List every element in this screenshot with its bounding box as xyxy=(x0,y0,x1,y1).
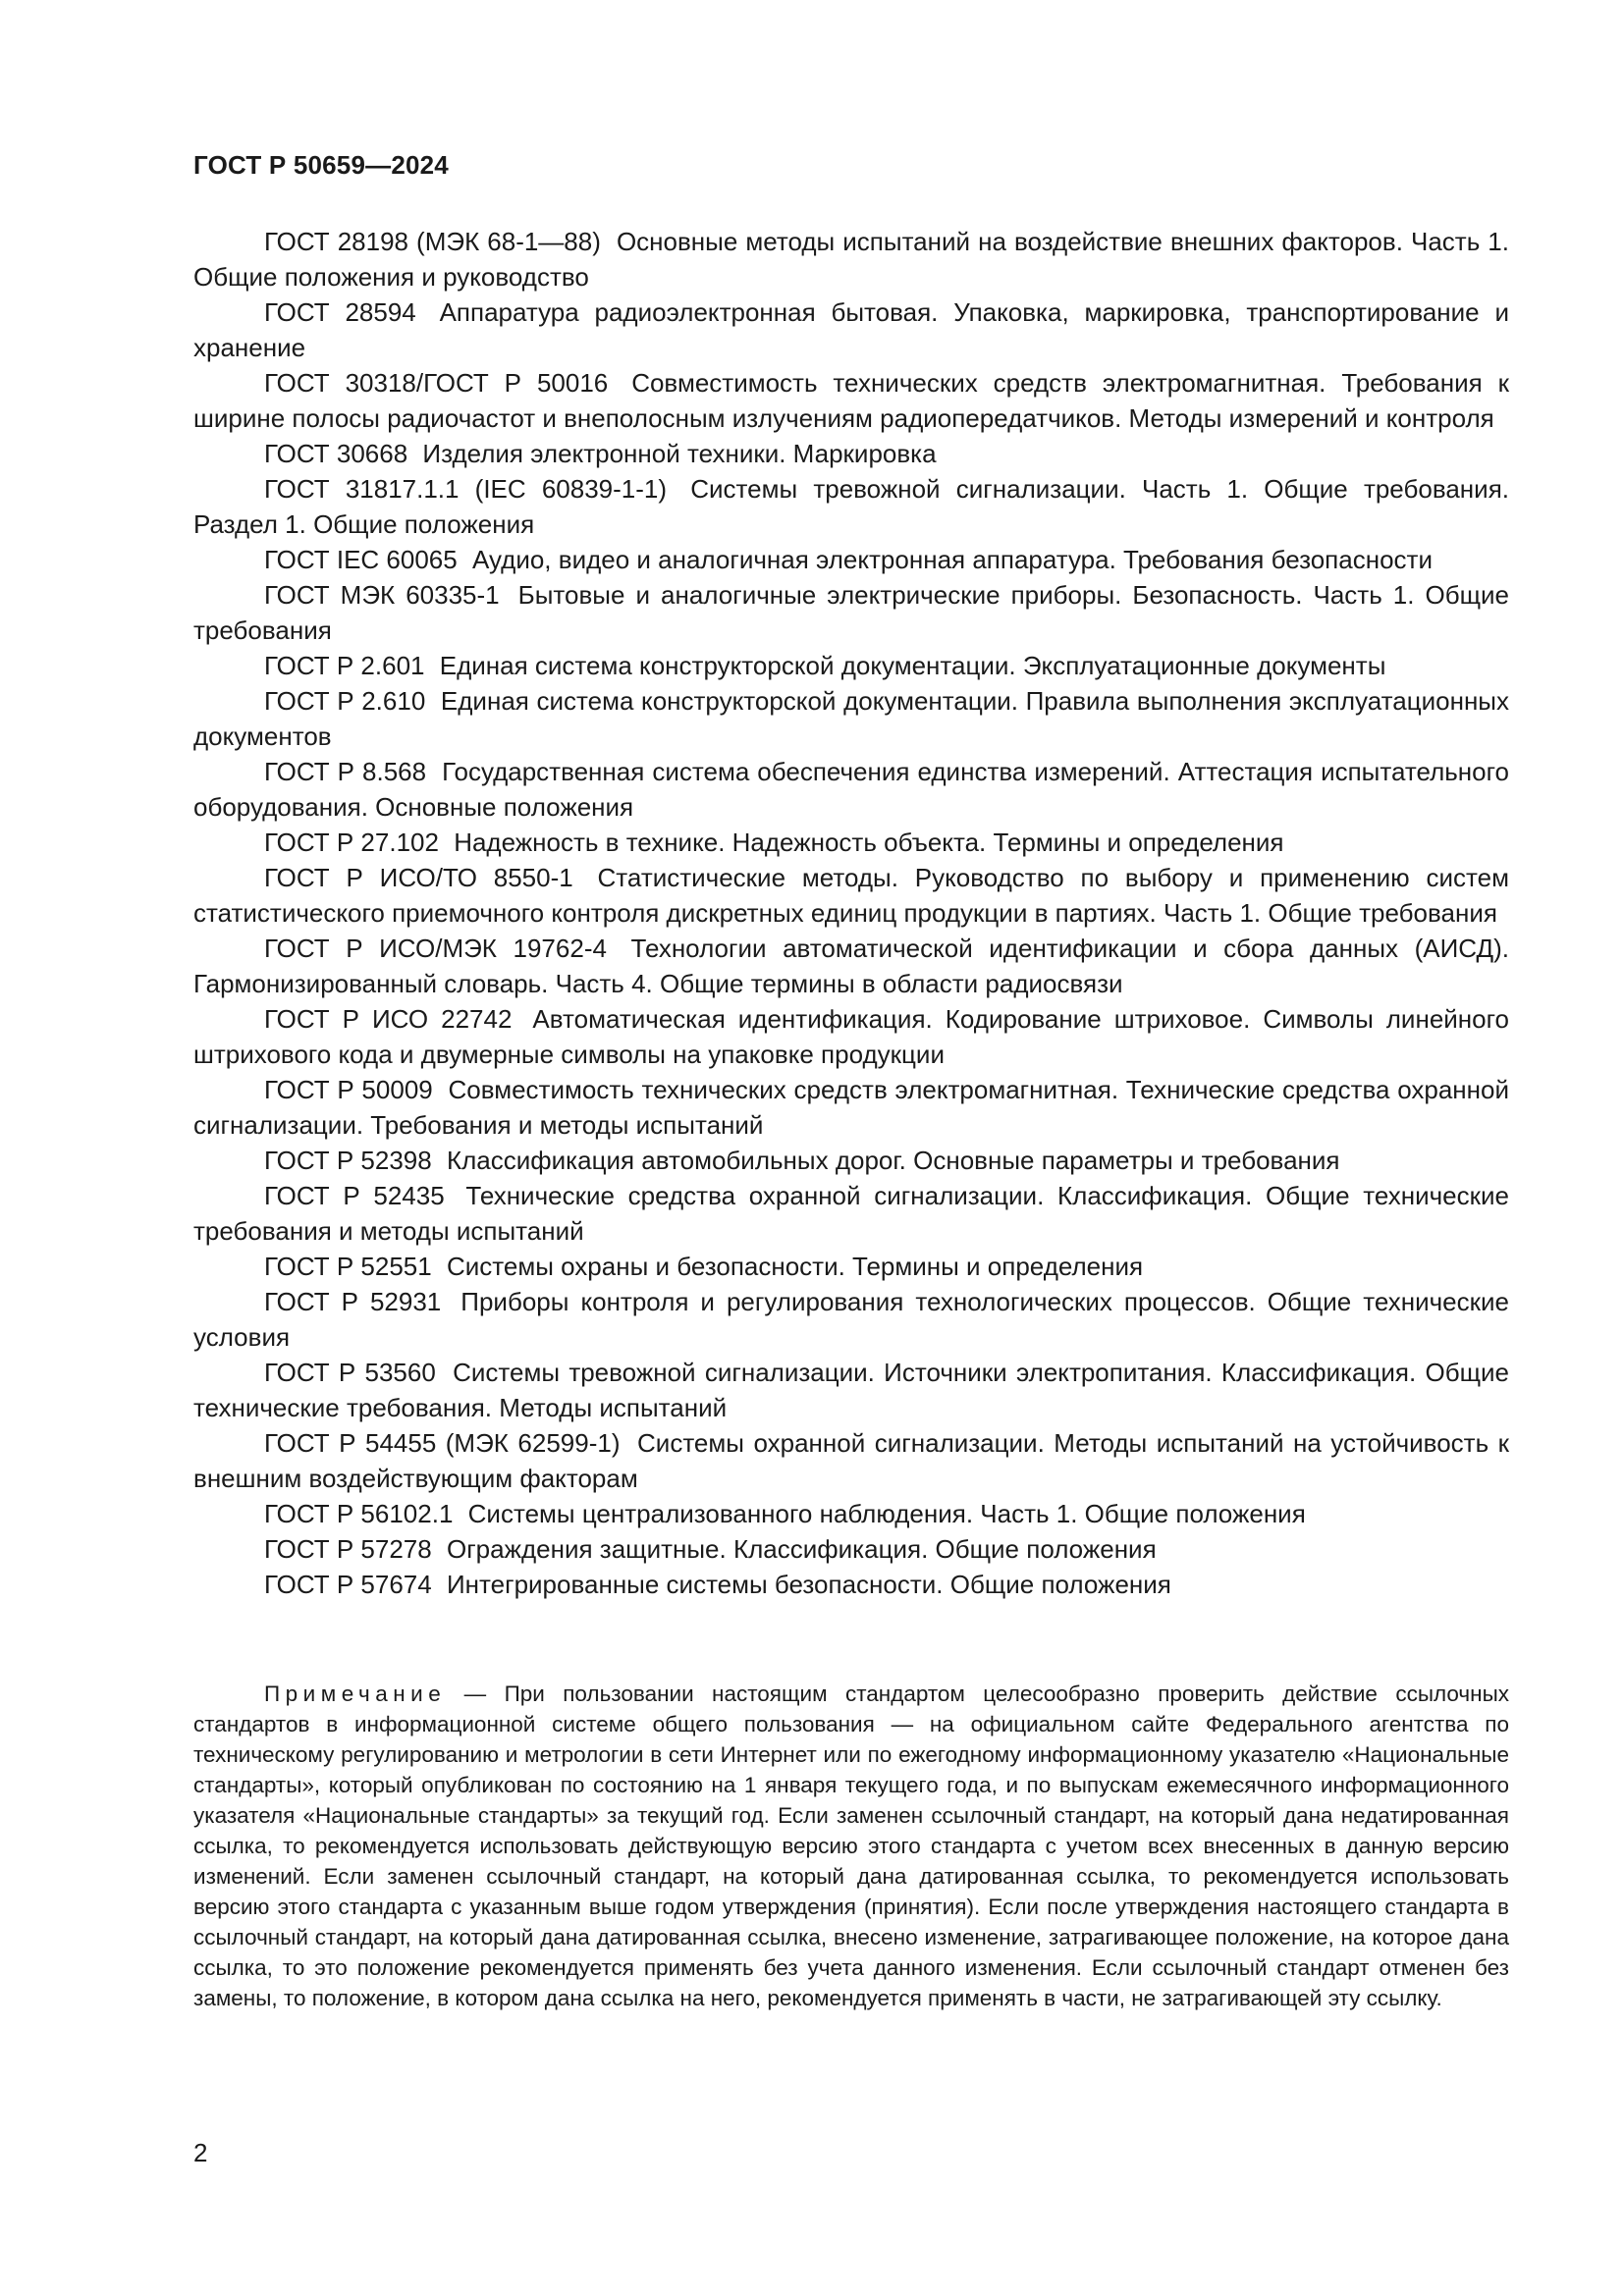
reference-title: Бытовые и аналогичные электрические приборы. Безопасность. Часть 1. Общие требования xyxy=(193,580,1509,645)
reference-title: Классификация автомобильных дорог. Основные параметры и требования xyxy=(446,1146,1340,1175)
reference-item xyxy=(193,1425,1509,1496)
reference-code: ГОСТ Р 27.102 xyxy=(264,828,439,857)
reference-code: ГОСТ Р 2.601 xyxy=(264,651,425,680)
reference-item xyxy=(193,365,1509,436)
reference-title: Ограждения защитные. Классификация. Общие положения xyxy=(446,1534,1157,1564)
reference-code: ГОСТ Р 57674 xyxy=(264,1570,432,1599)
reference-title: Совместимость технических средств электромагнитная. Требования к ширине полосы радиочастот и внеполосным излучениям радиопередатчиков. Методы измерений и контроля xyxy=(193,368,1509,433)
document-header: ГОСТ Р 50659—2024 xyxy=(193,150,449,180)
reference-item xyxy=(193,1178,1509,1249)
reference-title: Системы охранной сигнализации. Методы испытаний на устойчивость к внешним воздействующим факторам xyxy=(193,1428,1509,1493)
reference-code: ГОСТ Р 52551 xyxy=(264,1252,432,1281)
reference-item xyxy=(193,1496,1509,1531)
reference-item xyxy=(193,1001,1509,1072)
reference-code: ГОСТ Р 52435 xyxy=(264,1181,445,1210)
reference-title: Системы охраны и безопасности. Термины и определения xyxy=(446,1252,1144,1281)
reference-title: Автоматическая идентификация. Кодирование штриховое. Символы линейного штрихового кода и двумерные символы на упаковке продукции xyxy=(193,1004,1509,1069)
reference-code: ГОСТ Р 52931 xyxy=(264,1287,442,1316)
reference-title: Основные методы испытаний на воздействие внешних факторов. Часть 1. Общие положения и руководство xyxy=(193,227,1509,292)
reference-item xyxy=(193,1567,1509,1602)
reference-item xyxy=(193,1249,1509,1284)
reference-title: Надежность в технике. Надежность объекта. Термины и определения xyxy=(454,828,1284,857)
reference-item xyxy=(193,683,1509,754)
reference-title: Технологии автоматической идентификации и сбора данных (АИСД). Гармонизированный словарь. Часть 4. Общие термины в области радиосвязи xyxy=(193,934,1509,998)
reference-title: Единая система конструкторской документации. Правила выполнения эксплуатационных документов xyxy=(193,686,1509,751)
reference-code: ГОСТ 28594 xyxy=(264,297,416,327)
reference-item xyxy=(193,754,1509,825)
reference-code: ГОСТ Р 50009 xyxy=(264,1075,433,1104)
page-number: 2 xyxy=(193,2138,208,2167)
reference-title: Изделия электронной техники. Маркировка xyxy=(422,439,937,468)
reference-code: ГОСТ Р 57278 xyxy=(264,1534,432,1564)
reference-title: Системы тревожной сигнализации. Часть 1. Общие требования. Раздел 1. Общие положения xyxy=(193,474,1509,539)
normative-references-list xyxy=(193,224,1509,1602)
reference-code: ГОСТ МЭК 60335-1 xyxy=(264,580,500,610)
reference-title: Аппаратура радиоэлектронная бытовая. Упаковка, маркировка, транспортирование и хранение xyxy=(193,297,1509,362)
reference-title: Аудио, видео и аналогичная электронная аппаратура. Требования безопасности xyxy=(471,545,1433,574)
reference-code: ГОСТ Р ИСО/ТО 8550-1 xyxy=(264,863,573,892)
reference-item xyxy=(193,436,1509,471)
reference-title: Государственная система обеспечения единства измерений. Аттестация испытательного оборудования. Основные положения xyxy=(193,757,1509,822)
reference-code: ГОСТ Р 53560 xyxy=(264,1358,436,1387)
reference-code: ГОСТ 31817.1.1 (IEC 60839-1-1) xyxy=(264,474,668,504)
reference-code: ГОСТ 30668 xyxy=(264,439,408,468)
reference-item xyxy=(193,1072,1509,1143)
reference-title: Единая система конструкторской документации. Эксплуатационные документы xyxy=(439,651,1386,680)
reference-code: ГОСТ Р 54455 (МЭК 62599-1) xyxy=(264,1428,621,1458)
reference-item xyxy=(193,1143,1509,1178)
reference-code: ГОСТ Р 52398 xyxy=(264,1146,432,1175)
reference-code: ГОСТ Р 8.568 xyxy=(264,757,427,786)
reference-code: ГОСТ Р 56102.1 xyxy=(264,1499,454,1528)
reference-item xyxy=(193,471,1509,542)
note-text: — При пользовании настоящим стандартом целесообразно проверить действие ссылочных стандартов в информационной системе общего пользования — на официальном сайте Федерального агентства по техническому регулированию и метрологии в сети Интернет или по ежегодному информационному указателю «Национальные стандарты», который опубликован по состоянию на 1 января текущего года, и по выпускам ежемесячного информационного указателя «Национальные стандарты» за текущий год. Если заменен ссылочный стандарт, на который дана недатированная ссылка, то рекомендуется использовать действующую версию этого стандарта с учетом всех внесенных в данную версию изменений. Если заменен ссылочный стандарт, на который дана датированная ссылка, то рекомендуется использовать версию этого стандарта с указанным выше годом утверждения (принятия). Если после утверждения настоящего стандарта в ссылочный стандарт, на который дана датированная ссылка, внесено изменение, затрагивающее положение, на которое дана ссылка, то это положение рекомендуется применять без учета данного изменения. Если ссылочный стандарт отменен без замены, то положение, в котором дана ссылка на него, рекомендуется применять в части, не затрагивающей эту ссылку. xyxy=(193,1682,1509,2010)
note-paragraph xyxy=(193,1679,1509,2013)
reference-item xyxy=(193,1531,1509,1567)
reference-item xyxy=(193,577,1509,648)
reference-title: Технические средства охранной сигнализации. Классификация. Общие технические требования и методы испытаний xyxy=(193,1181,1509,1246)
reference-item xyxy=(193,294,1509,365)
reference-item xyxy=(193,860,1509,931)
reference-code: ГОСТ 28198 (МЭК 68-1—88) xyxy=(264,227,601,256)
reference-title: Системы централизованного наблюдения. Часть 1. Общие положения xyxy=(467,1499,1306,1528)
note-label: Примечание xyxy=(264,1682,447,1706)
reference-code: ГОСТ Р ИСО/МЭК 19762-4 xyxy=(264,934,607,963)
reference-title: Совместимость технических средств электромагнитная. Технические средства охранной сигнализации. Требования и методы испытаний xyxy=(193,1075,1509,1140)
reference-code: ГОСТ Р ИСО 22742 xyxy=(264,1004,513,1034)
reference-item xyxy=(193,224,1509,294)
reference-item xyxy=(193,542,1509,577)
reference-title: Системы тревожной сигнализации. Источники электропитания. Классификация. Общие технические требования. Методы испытаний xyxy=(193,1358,1509,1422)
reference-item xyxy=(193,648,1509,683)
reference-item xyxy=(193,1355,1509,1425)
reference-item xyxy=(193,931,1509,1001)
reference-code: ГОСТ Р 2.610 xyxy=(264,686,426,716)
reference-title: Приборы контроля и регулирования технологических процессов. Общие технические условия xyxy=(193,1287,1509,1352)
reference-code: ГОСТ IEC 60065 xyxy=(264,545,458,574)
reference-code: ГОСТ 30318/ГОСТ Р 50016 xyxy=(264,368,609,398)
reference-item xyxy=(193,1284,1509,1355)
reference-item xyxy=(193,825,1509,860)
reference-title: Статистические методы. Руководство по выбору и применению систем статистического приемочного контроля дискретных единиц продукции в партиях. Часть 1. Общие требования xyxy=(193,863,1509,928)
reference-title: Интегрированные системы безопасности. Общие положения xyxy=(446,1570,1171,1599)
